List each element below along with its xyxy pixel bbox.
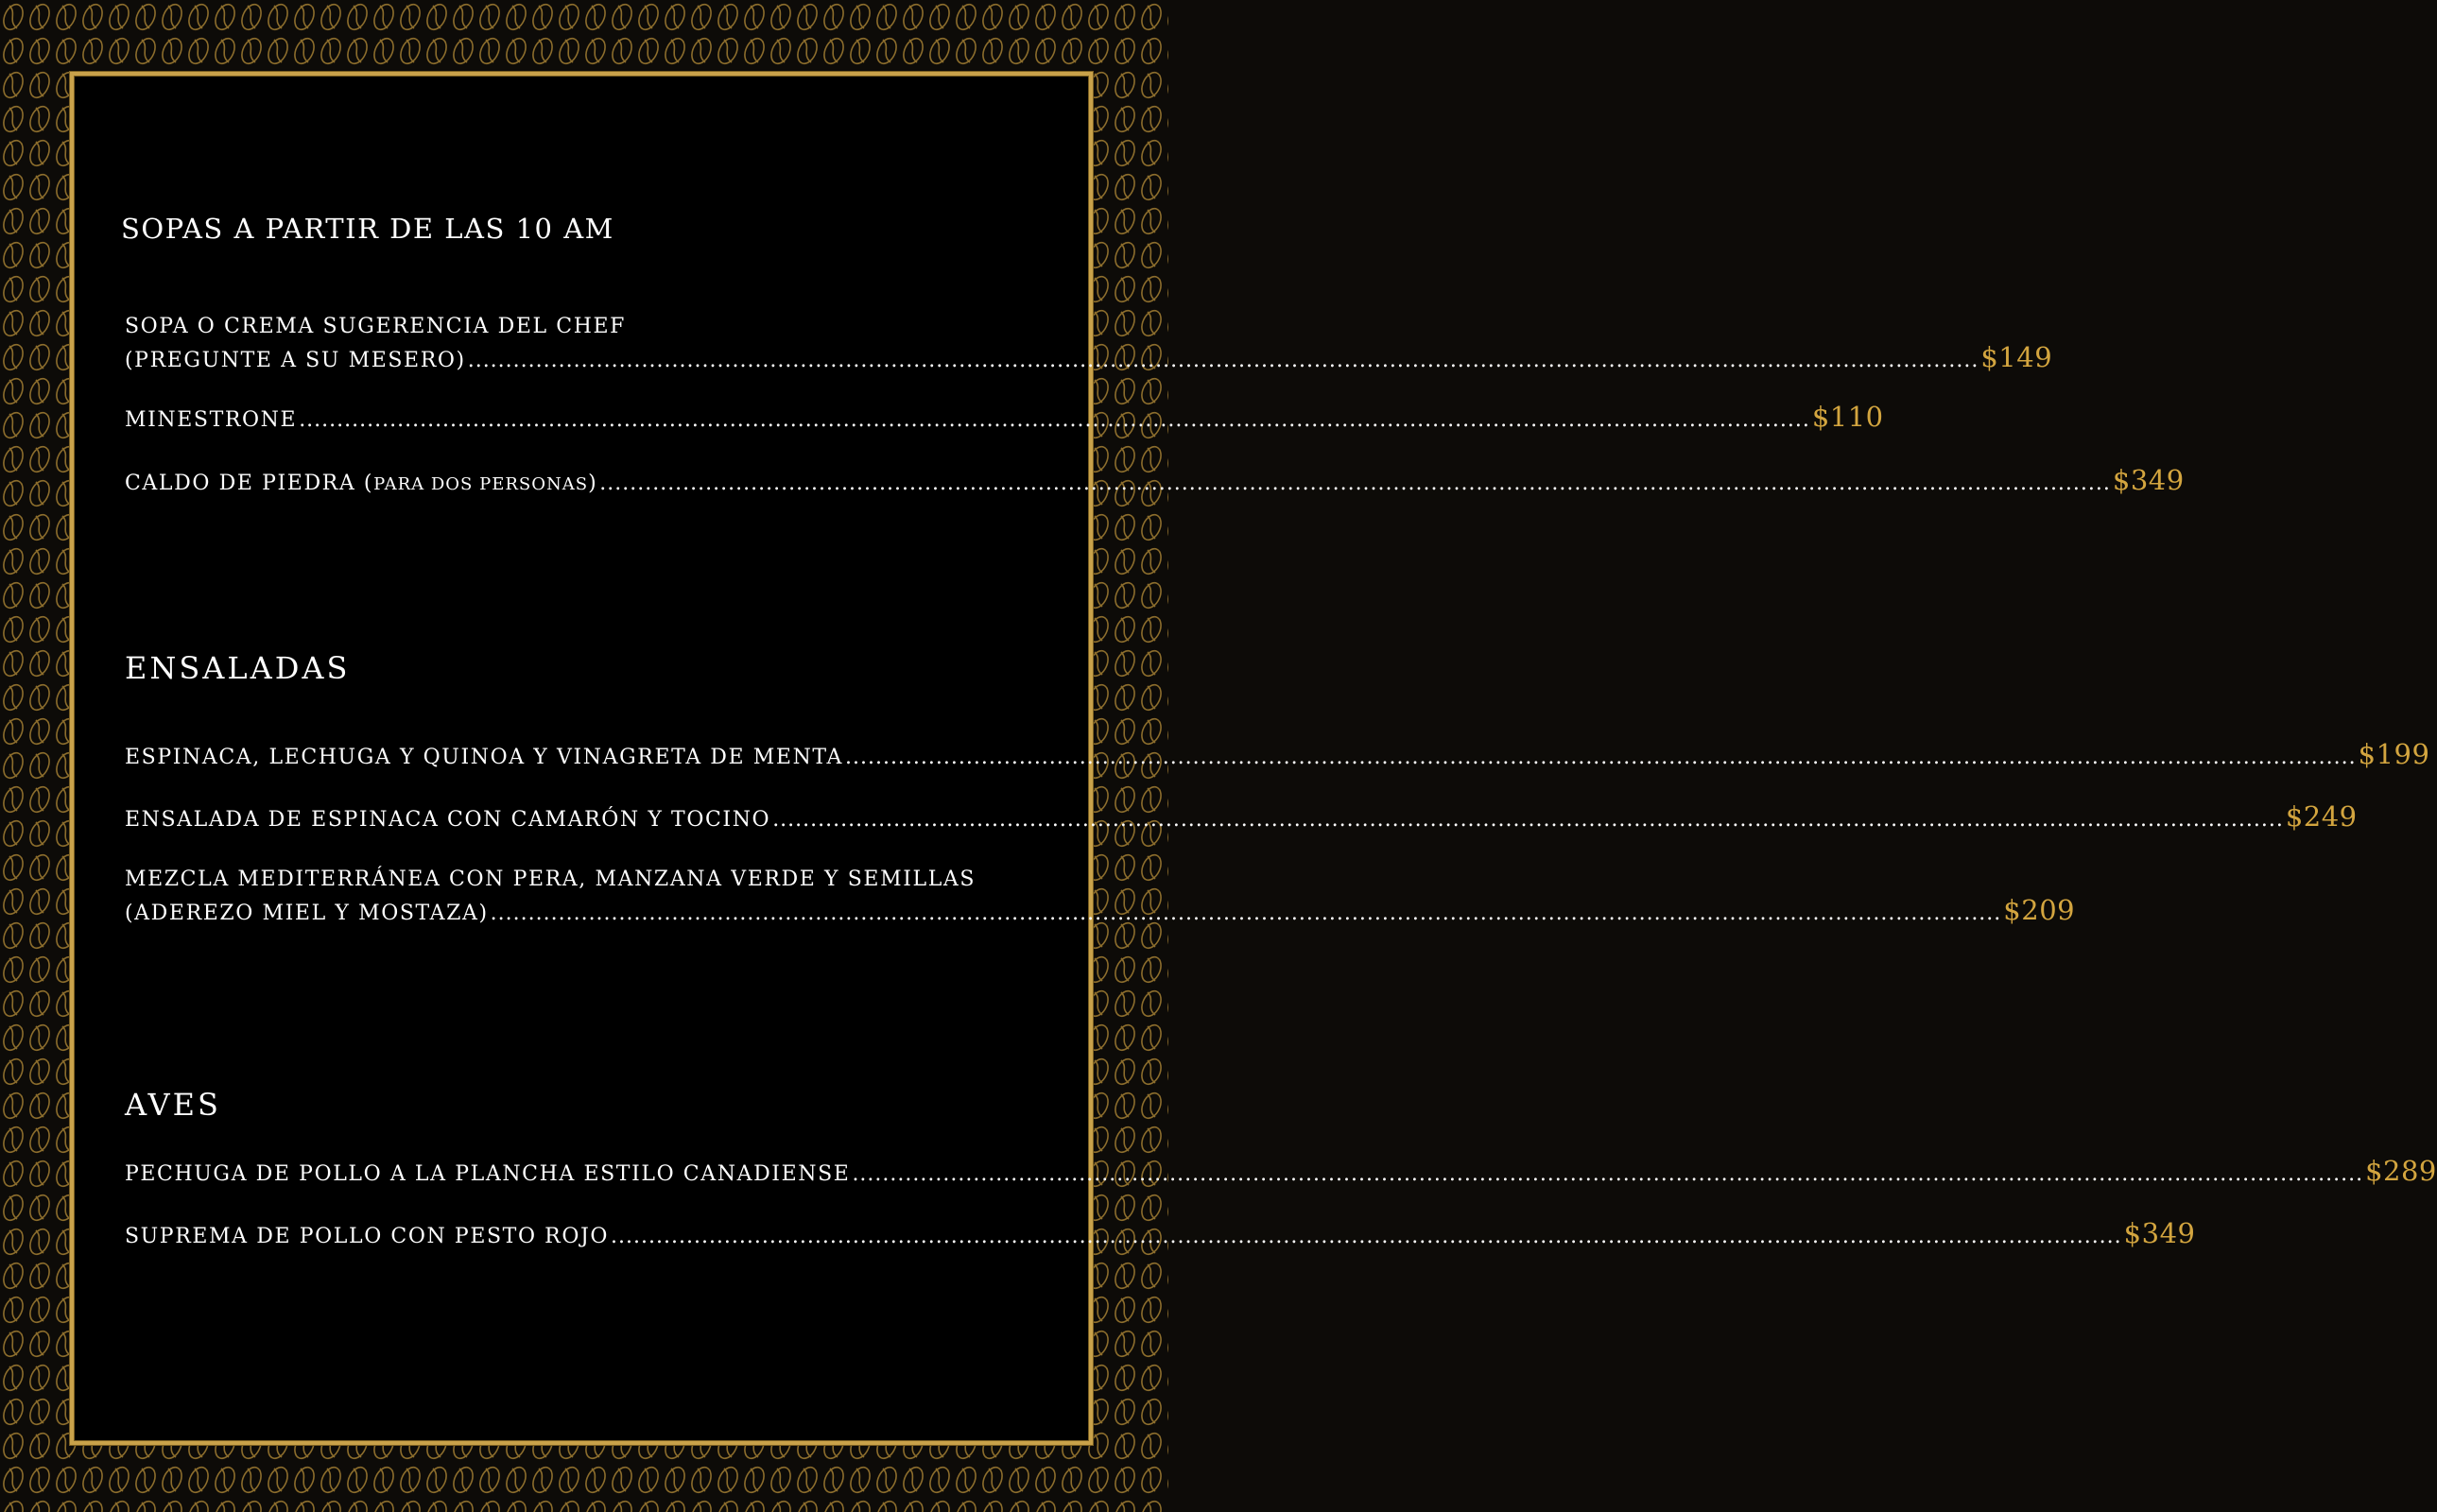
- menu-item-espinaca-lechuga-quinoa: [125, 738, 2430, 773]
- dot-leader: ........................................................................................................................................................................................................: [852, 1162, 2364, 1186]
- menu-item-name-line1: SOPA O CREMA SUGERENCIA DEL CHEF: [125, 315, 627, 338]
- dot-leader: ........................................................................................................................................................................................................: [599, 472, 2111, 495]
- section-title-aves: AVES: [125, 1087, 221, 1123]
- dot-leader: ........................................................................................................................................................................................................: [772, 808, 2284, 832]
- menu-item-price: $209: [2003, 894, 2076, 926]
- dot-leader: ........................................................................................................................................................................................................: [844, 746, 2357, 769]
- menu-item-name: SUPREMA DE POLLO CON PESTO ROJO: [125, 1225, 610, 1248]
- menu-item-note-close: ): [588, 472, 598, 495]
- menu-item-name: CALDO DE PIEDRA (: [125, 472, 374, 495]
- menu-item-suprema-de-pollo: [125, 1217, 2196, 1252]
- menu-item-caldo-de-piedra: [125, 464, 2185, 500]
- menu-item-price: $289: [2365, 1155, 2437, 1187]
- menu-item-price: $349: [2123, 1217, 2196, 1249]
- menu-item-price: $349: [2112, 464, 2185, 496]
- menu-item-name: PECHUGA DE POLLO A LA PLANCHA ESTILO CANADIENSE: [125, 1162, 851, 1186]
- menu-item-name: ENSALADA DE ESPINACA CON CAMARÓN Y TOCINO: [125, 808, 771, 832]
- dot-leader: ........................................................................................................................................................................................................: [299, 408, 1810, 432]
- section-title-sopas: SOPAS A PARTIR DE LAS 10 AM: [121, 213, 614, 245]
- menu-item-sopa-crema: [125, 312, 2053, 376]
- dot-leader: ........................................................................................................................................................................................................: [490, 902, 2002, 925]
- menu-item-price: $149: [1980, 341, 2053, 373]
- menu-item-name: ESPINACA, LECHUGA Y QUINOA Y VINAGRETA DE MENTA: [125, 746, 843, 769]
- menu-item-price: $110: [1811, 401, 1884, 433]
- dot-leader: ........................................................................................................................................................................................................: [611, 1225, 2122, 1248]
- menu-item-note: PARA DOS PERSONAS: [373, 474, 589, 494]
- menu-item-mezcla-mediterranea: [125, 865, 2076, 929]
- menu-item-price: $199: [2358, 738, 2430, 770]
- menu-item-name: MINESTRONE: [125, 408, 298, 432]
- menu-item-ensalada-espinaca-camaron: [125, 800, 2358, 835]
- section-title-ensaladas: ENSALADAS: [125, 650, 351, 686]
- menu-item-pechuga-de-pollo: [125, 1155, 2437, 1190]
- dot-leader: ........................................................................................................................................................................................................: [467, 349, 1979, 372]
- menu-item-minestrone: [125, 401, 1884, 436]
- menu-item-price: $249: [2285, 800, 2358, 833]
- menu-item-name: (ADEREZO MIEL Y MOSTAZA): [125, 902, 489, 925]
- menu-item-name: (PREGUNTE A SU MESERO): [125, 349, 466, 372]
- menu-item-name-line1: MEZCLA MEDITERRÁNEA CON PERA, MANZANA VERDE Y SEMILLAS: [125, 868, 977, 891]
